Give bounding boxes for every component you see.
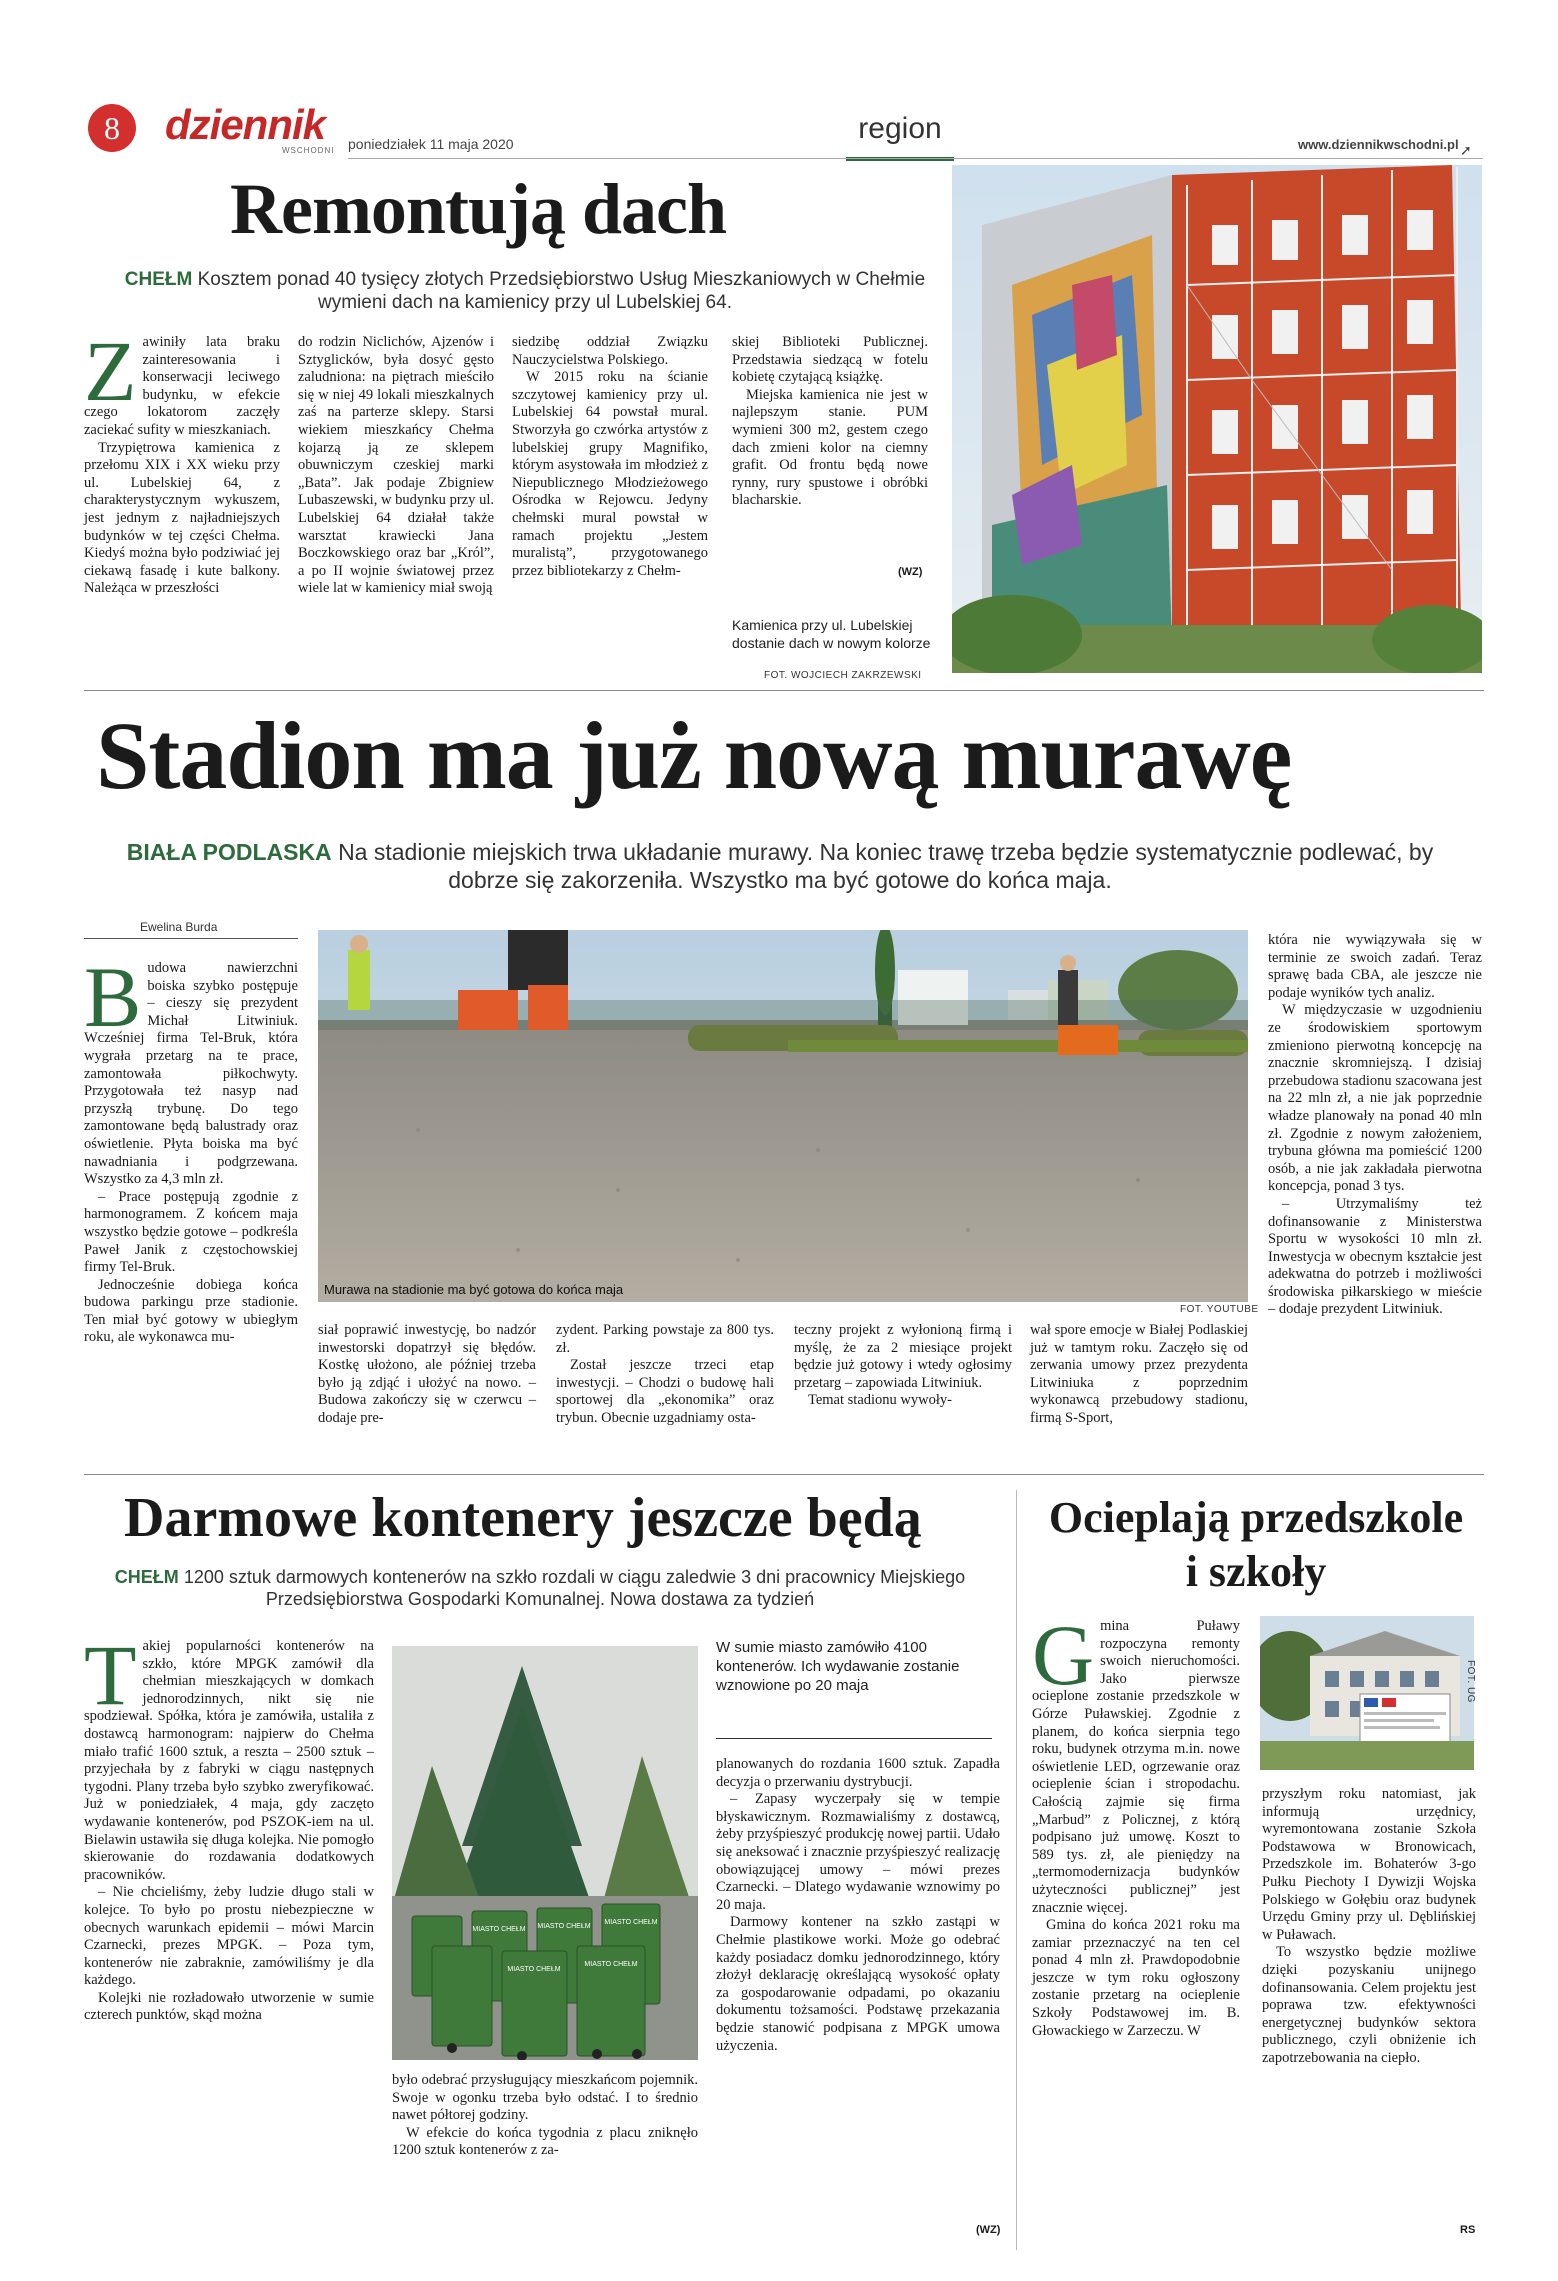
article2-lead-text: Na stadionie miejskich trwa układanie murawy. Na koniec trawę trzeba będzie systematycznie podlewać, by dobrze się zakorzeniła. Wszystko ma być gotowe do końca maja. — [338, 839, 1434, 893]
article3-col3 — [716, 1756, 1000, 2055]
article1-col1 — [84, 323, 280, 598]
article4-col1-p2: Gmina do końca 2021 roku ma zamiar przeznaczyć na ten cel ponad 4 mln zł. Prawdopodobnie jeszcze w tym roku ogłoszony zostanie przetarg na ocieplenie Szkoły Podstawowej im. B. Głowackiego w Zarzeczu. W — [1032, 1917, 1240, 2039]
article3-dropcap: T — [84, 1627, 137, 1723]
article2-col1 — [84, 949, 298, 1347]
article3-col3-p3: Darmowy kontener na szkło zastąpi w Chełmie plastikowe worki. Może go odebrać każdy posiadacz domku jednorodzinnego, który złożył deklarację określającą wysokość opłaty za gospodarowanie odpadami, po okazaniu dokumentu tożsamości. Podstawę przekazania będzie stanowić podpisana z MPGK umowa użyczenia. — [716, 1914, 1000, 2054]
article3-col2-p2: W efekcie do końca tygodnia z placu zniknęło 1200 sztuk kontenerów z za- — [392, 2124, 698, 2159]
article4-col2-p1: przyszłym roku natomiast, jak informują urzędnicy, wyremontowana zostanie Szkoła Podstawowa w Bronowicach, Przedszkole im. Bohaterów 3-go Pułku Piechoty I Dywizji Wojska Polskiego w Gołębiu oraz budynek Urzędu Gminy przy ul. Dęblińskiej w Puławach. — [1262, 1786, 1476, 1943]
article2-col3-p2: Został jeszcze trzeci etap inwestycji. – Chodzi o budowę hali sportowej dla „ekonomika” oraz trybun. Obecnie uzgadniamy osta- — [556, 1357, 774, 1426]
article1-col2-p1: do rodzin Niclichów, Ajzenów i Sztyglicków, była dosyć gęsto zaludniona: na piętrach mieściło się w niej 49 lokali mieszkalnych zaś na parterze sklepy. Starsi wiekiem mieszkańcy Chełma kojarzą ją ze sklepem obuwniczym czeskiej marki „Bata”. Jak podaje Zbigniew Lubaszewski, w budynku przy ul. Lubelskiej 64 działał także warsztat krawiecki Jana Boczkowskiego oraz bar „Król”, a po II wojnie światowej przez wiele lat w kamienicy miał swoją — [298, 334, 494, 597]
article2-bottom-rule — [84, 1474, 1484, 1475]
author-rule — [84, 938, 298, 939]
bin-label: MIASTO CHEŁM — [584, 1961, 638, 1968]
article2-col6-p2: W międzyczasie w uzgodnieniu ze środowiskiem sportowym zmieniono pierwotną koncepcję na znacznie skromniejszą. I dzisiaj przebudowa stadionu szacowana jest na 22 mln zł, a nie jak poprzednie władze planowały na ponad 40 mln zł. Zgodnie z nowym założeniem, trybuna główna ma pomieścić 1200 osób, a nie jak zakładała pierwotna koncepcja, ponad 3 tys. — [1268, 1002, 1482, 1195]
article2-lead — [120, 838, 1440, 894]
article2-col3 — [556, 1322, 774, 1428]
article1-lead-place: CHEŁM — [124, 269, 193, 290]
article2-col4 — [794, 1322, 1012, 1410]
article1-photo-credit: FOT. WOJCIECH ZAKRZEWSKI — [764, 670, 922, 681]
article2-col6-p3: – Utrzymaliśmy też dofinansowanie z Ministerstwa Sportu w wysokości 10 mln zł. Inwestycja w obecnym kształcie jest adekwatna do potrzeb i możliwości środowiska piłkarskiego w mieście – dodaje prezydent Litwiniuk. — [1268, 1195, 1482, 1318]
glass-containers-photo — [392, 1646, 698, 2060]
article3-lead — [100, 1566, 980, 1610]
article2-col3-p1: zydent. Parking powstaje za 800 tys. zł. — [556, 1322, 774, 1356]
article3-col3-p2: – Zapasy wyczerpały się w tempie błyskawicznym. Rozmawialiśmy z dostawcą, żeby przyśpieszyć produkcję nowej partii. Udało się aneksować i znacznie przyśpieszyć realizację obowiązującej umowy – mówi prezes Czarnecki. – Dlatego wydawanie wznowimy po 20 maja. — [716, 1791, 1000, 1913]
article3-signature: (WZ) — [976, 2224, 1001, 2236]
article4-col2 — [1262, 1786, 1476, 2068]
article2-col2 — [318, 1322, 536, 1428]
bin-label: MIASTO CHEŁM — [604, 1919, 658, 1926]
article1-col1-p1: awiniły lata braku zainteresowania i konserwacji leciwego budynku, w efekcie czego lokatorom zaczęły zaciekać sufity w mieszkaniach. — [84, 334, 280, 438]
article3-pull-quote: W sumie miasto zamówiło 4100 kontenerów. Ich wydawanie zostanie wznowione po 20 maja — [716, 1639, 960, 1694]
brand-logo-sub: WSCHODNI — [282, 146, 335, 155]
article2-col1-p2: – Prace postępują zgodnie z harmonogramem. Z końcem maja wszystko będzie gotowe – podkreśla Paweł Janik z częstochowskiej firmy Tel-Bruk. — [84, 1188, 298, 1276]
article4-headline-line2: i szkoły — [1185, 1547, 1327, 1596]
article3-lead-place: CHEŁM — [114, 1567, 179, 1587]
article4-photo-credit: FOT. UG — [1465, 1660, 1476, 1703]
header-rule — [348, 158, 1483, 159]
article3-col2 — [392, 2072, 698, 2160]
article2-dropcap: B — [84, 949, 142, 1045]
article2-col6-p1: która nie wywiązywała się w terminie ze swoich zadań. Teraz sprawę bada CBA, ale jeszcze nie podaje wyników tych analiz. — [1268, 932, 1482, 1001]
article3-col2-p1: było odebrać przysługujący mieszkańcom pojemnik. Swoje w ogonku trzeba było odstać. I to średnio nawet półtorej godziny. — [392, 2072, 698, 2124]
section-label: region — [858, 112, 942, 145]
article3-col1-p2: – Nie chcieliśmy, żeby ludzie długo stali w kolejce. To było po prostu niebezpieczne w obecnych warunkach epidemii – mówi Marcin Czarnecki, prezes MPGK. – Poza tym, kontenerów nie zabraknie, zamówiliśmy je dla każdego. — [84, 1884, 374, 1989]
article1-headline: Remontują dach — [230, 169, 727, 249]
article1-dropcap: Z — [84, 323, 137, 419]
article2-photo-credit: FOT. YOUTUBE — [1180, 1304, 1259, 1315]
article2-col1-p3: Jednocześnie dobiega końca budowa parkingu prze stadionie. Ten miał być gotowy w ubiegłym roku, ale wykonawca mu- — [84, 1276, 298, 1346]
article1-col3-p2: W 2015 roku na ścianie szczytowej kamienicy przy ul. Lubelskiej 64 powstał mural. Stworzyła go czwórka artystów z lubelskiej grupy Magnifiko, którym asystowała im młodzież z Niepublicznego Młodzieżowego Ośrodka w Rejowcu. Jedyny chełmski mural powstał w ramach projektu „Jestem muralistą”, przygotowanego przez bibliotekarzy z Chełm- — [512, 369, 708, 579]
article4-dropcap: G — [1032, 1607, 1095, 1703]
article3-headline: Darmowe kontenery jeszcze będą — [124, 1487, 922, 1549]
article1-col1-p2: Trzypiętrowa kamienica z przełomu XIX i XX wieku przy ul. Lubelskiej 64, z charakterystycznym wykuszem, jest jednym z najładniejszych budynków w tej części Chełma. Kiedyś można było podziwiać jej ciekawą fasadę i kute balkony. Należąca w przeszłości — [84, 439, 280, 597]
article2-col6 — [1268, 932, 1482, 1319]
article2-col4-p1: teczny projekt z wyłonioną firmą i myślę, że za 2 miesiące projekt będzie już gotowy i wtedy ogłosimy przetarg – zapowiada Litwiniuk. — [794, 1322, 1012, 1391]
article3-col1 — [84, 1627, 374, 2025]
page-number-badge: 8 — [88, 104, 136, 152]
cursor-icon: ➚ — [1460, 144, 1472, 159]
article3-col1-p1: akiej popularności kontenerów na szkło, które MPGK zamówił dla chełmian mieszkających w domkach jednorodzinnych, nikt się nie spodziewał. Spółka, która je zamówiła, ustaliła z dostawcą harmonogram: najpierw do Chełma miało trafić 1600 sztuk, a reszta – 2500 sztuk – przyjechała by z fabryki w ciągu następnych tygodni. Plany trzeba było szybko zweryfikować. Już w poniedziałek, 4 maja, gdy zaczęto wydawanie kontenerów, pod PSZOK-iem na ul. Bielawin ustawiła się długa kolejka. Nie pomogło skierowanie do rozdawania dodatkowych pracowników. — [84, 1638, 374, 1883]
school-building-photo — [1260, 1616, 1474, 1770]
bottom-column-divider — [1016, 1490, 1017, 2250]
article4-headline-line1: Ocieplają przedszkole — [1048, 1493, 1464, 1542]
article2-col4-p2: Temat stadionu wywoły- — [808, 1392, 952, 1409]
article4-col1-p1: mina Puławy rozpoczyna remonty swoich nieruchomości. Jako pierwsze ocieplone zostanie przedszkole w Górze Puławskiej. Zgodnie z planem, do końca sierpnia tego roku, budynek otrzyma m.in. nowe oświetlenie LED, ogrzewanie oraz ocieplenie ścian i stropodachu. Całością zajmie się firma „Marbud” z Policznej, z którą podpisano już umowę. Koszt to 589 tys. zł, ale pieniędzy na „termomodernizacja budynków użyteczności publicznej” jest znacznie więcej. — [1032, 1618, 1240, 1916]
article1-signature: (WZ) — [898, 566, 923, 578]
article2-col5-p1: wał spore emocje w Białej Podlaskiej już w tamtym roku. Zaczęło się od zerwania umowy przez prezydenta Litwiniuka z poprzednim wykonawcą przebudowy stadionu, firmą S-Sport, — [1030, 1322, 1248, 1426]
quote-rule — [716, 1738, 992, 1739]
article2-col2-p1: siał poprawić inwestycję, bo nadzór inwestorski dopatrzył się błędów. Kostkę ułożono, ale później trzeba było ją zdjąć i ułożyć na nowo. – Budowa zakończy się w czerwcu – dodaje pre- — [318, 1322, 536, 1426]
issue-date: poniedziałek 11 maja 2020 — [348, 136, 514, 152]
article2-col5 — [1030, 1322, 1248, 1428]
bin-label: MIASTO CHEŁM — [472, 1926, 526, 1933]
article4-col2-p2: To wszystko będzie możliwe dzięki pozyskaniu unijnego dofinansowania. Celem projektu jest poprawa tzw. efektywności energetycznej budynków sektora publicznego, czyli obniżenie ich zapotrzebowania na ciepło. — [1262, 1944, 1476, 2066]
article1-col4-p1: skiej Biblioteki Publicznej. Przedstawia siedzącą w fotelu kobietę czytającą książkę. — [732, 334, 928, 386]
article1-col3-p1: siedzibę oddział Związku Nauczycielstwa Polskiego. — [512, 334, 708, 368]
article1-col4-p2: Miejska kamienica nie jest w najlepszym stanie. PUM wymieni 300 m2, gestem czego dach zmieni kolor na ciemny grafit. Od frontu będą nowe rynny, rury spustowe i obróbki blacharskie. — [732, 386, 928, 509]
article1-col4 — [732, 334, 928, 510]
article4-col1 — [1032, 1607, 1240, 2040]
article1-col2 — [298, 334, 494, 598]
article2-headline: Stadion ma już nową murawę — [96, 702, 1292, 809]
building-mural-photo — [952, 165, 1482, 673]
stadium-turf-photo — [318, 930, 1248, 1302]
article2-col1-p1: udowa nawierzchni boiska szybko postępuje – cieszy się prezydent Michał Litwiniuk. Wcześniej firma Tel-Bruk, która wygrała przetarg na te prace, zamontowała piłkochwyty. Przygotowała też nasyp nad przyszłą trybunę. Do tego zamontowane będą balustrady oraz oświetlenie. Płyta boiska ma być nawadniania i podgrzewana. Wszystko za 4,3 mln zł. — [84, 960, 298, 1188]
article2-author: Ewelina Burda — [140, 920, 218, 934]
bin-label: MIASTO CHEŁM — [507, 1966, 561, 1973]
article4-signature: RS — [1460, 2224, 1476, 2236]
brand-logo: dziennik — [165, 101, 326, 148]
website-link[interactable]: www.dziennikwschodni.pl — [1298, 137, 1459, 152]
article1-lead-text: Kosztem ponad 40 tysięcy złotych Przedsiębiorstwo Usług Mieszkaniowych w Chełmie wymieni dach na kamienicy przy ul Lubelskiej 64. — [197, 269, 926, 313]
article2-caption: Murawa na stadionie ma być gotowa do końca maja — [324, 1282, 624, 1297]
article3-lead-text: 1200 sztuk darmowych kontenerów na szkło rozdali w ciągu zaledwie 3 dni pracownicy Miejskiego Przedsiębiorstwa Gospodarki Komunalnej. Nowa dostawa za tydzień — [183, 1567, 966, 1609]
article1-lead — [110, 268, 940, 314]
bin-label: MIASTO CHEŁM — [537, 1923, 591, 1930]
article1-bottom-rule — [84, 690, 1484, 691]
article1-caption: Kamienica przy ul. Lubelskiej dostanie dach w nowym kolorze — [732, 617, 931, 651]
article3-col3-p1: planowanych do rozdania 1600 sztuk. Zapadła decyzja o przerwaniu dystrybucji. — [716, 1756, 1000, 1790]
article3-col1-p3: Kolejki nie rozładowało utworzenie w sumie czterech punktów, skąd można — [84, 1989, 374, 2024]
article1-col3 — [512, 334, 708, 580]
article2-lead-place: BIAŁA PODLASKA — [126, 839, 332, 865]
